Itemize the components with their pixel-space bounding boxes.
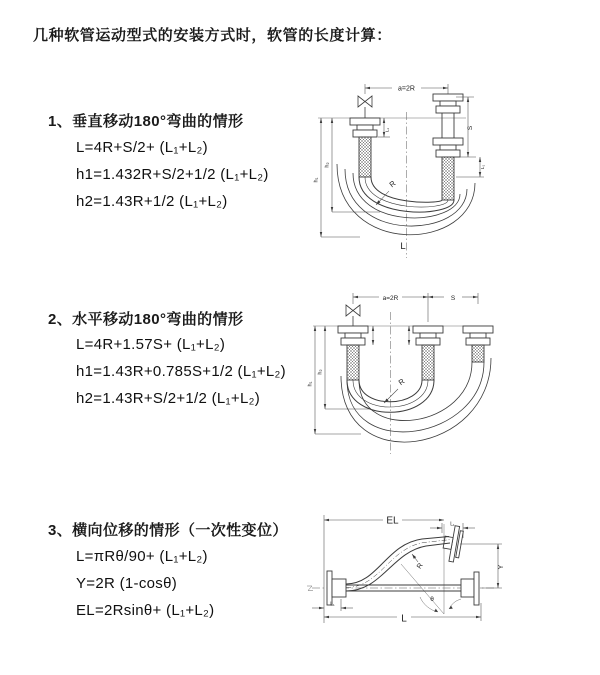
dim-label-r: R	[396, 376, 407, 388]
formula-L: L=4R+1.57S+ (L₁+L₂)	[76, 336, 226, 353]
dim-label-l1-left: L₁	[385, 127, 391, 133]
dim-fitting-left	[372, 326, 374, 345]
page-title: 几种软管运动型式的安装方式时，软管的长度计算：	[33, 27, 392, 44]
formula-h1: h1=1.432R+S/2+1/2 (L₁+L₂)	[76, 166, 269, 183]
formula-Y: Y=2R (1-cosθ)	[76, 575, 178, 592]
diagram-vertical-move-180-bend	[308, 72, 596, 264]
diagram-horizontal-move-180-bend	[303, 282, 597, 462]
left-fitting	[350, 118, 380, 177]
construction-incline	[401, 564, 444, 614]
dim-fitting-middle	[408, 326, 410, 345]
right-fitting	[463, 326, 493, 362]
section-1-formulas	[76, 134, 269, 215]
dim-label-s: S	[450, 294, 456, 302]
middle-fitting	[413, 326, 443, 380]
valve-icon	[346, 305, 360, 326]
dim-l1-left	[312, 599, 353, 611]
dim-label-a2r: a=2R	[382, 294, 399, 302]
dim-label-y: Y	[498, 564, 505, 570]
dim-label-theta: θ	[430, 596, 434, 603]
dim-label-l1-top: L₁	[450, 521, 455, 528]
dim-label-h1: h₁	[307, 381, 314, 387]
dim-label-s: S	[467, 125, 474, 131]
left-fitting	[338, 326, 368, 380]
formula-h2: h2=1.43R+1/2 (L₁+L₂)	[76, 193, 228, 210]
dim-label-el: EL	[386, 515, 399, 527]
dim-a2r	[353, 293, 478, 322]
hose-u-curves	[341, 358, 491, 442]
braided-hose	[442, 157, 454, 200]
section-2-formulas	[76, 331, 286, 412]
radius-leader	[384, 376, 407, 403]
formula-L: L=πRθ/90+ (L₁+L₂)	[76, 548, 208, 565]
section-1	[48, 110, 243, 131]
section-3-heading: 3、横向位移的情形（一次性变位）	[48, 522, 288, 539]
dim-label-l1-left: L₁	[330, 601, 335, 608]
section-3-formulas	[76, 543, 214, 624]
section-2	[48, 308, 243, 329]
right-flange	[461, 572, 479, 605]
dim-a2r	[365, 84, 448, 94]
valve-icon	[358, 96, 372, 118]
dim-label-l1-right: L₁	[481, 164, 486, 170]
radius-leader	[412, 554, 425, 570]
dim-l1-top	[430, 522, 475, 539]
dim-label-a2r: a=2R	[398, 85, 415, 93]
dim-label-h2: h₂	[324, 162, 331, 168]
section-3	[48, 519, 288, 540]
dim-label-l: L	[400, 241, 406, 252]
dim-label-l: L	[401, 613, 407, 625]
section-2-heading: 2、水平移动180°弯曲的情形	[48, 311, 244, 328]
right-fitting	[433, 94, 463, 200]
diagram-lateral-displacement	[298, 502, 598, 660]
dim-label-h2: h₂	[317, 369, 324, 375]
braided-hose	[359, 137, 371, 177]
dim-label-r: R	[416, 562, 425, 571]
dim-label-h1: h₁	[313, 177, 320, 183]
dim-l	[324, 603, 481, 625]
formula-L: L=4R+S/2+ (L₁+L₂)	[76, 139, 208, 156]
formula-h1: h1=1.43R+0.785S+1/2 (L₁+L₂)	[76, 363, 286, 380]
left-flange	[327, 571, 346, 605]
formula-h2: h2=1.43R+S/2+1/2 (L₁+L₂)	[76, 390, 261, 407]
dim-label-r: R	[387, 178, 398, 190]
dim-l1-right	[456, 157, 486, 177]
dim-s	[428, 295, 478, 302]
formula-EL: EL=2Rsinθ+ (L₁+L₂)	[76, 602, 215, 619]
section-1-heading: 1、垂直移动180°弯曲的情形	[48, 113, 244, 130]
dim-el	[324, 515, 444, 623]
hose-s-curve	[346, 537, 450, 592]
